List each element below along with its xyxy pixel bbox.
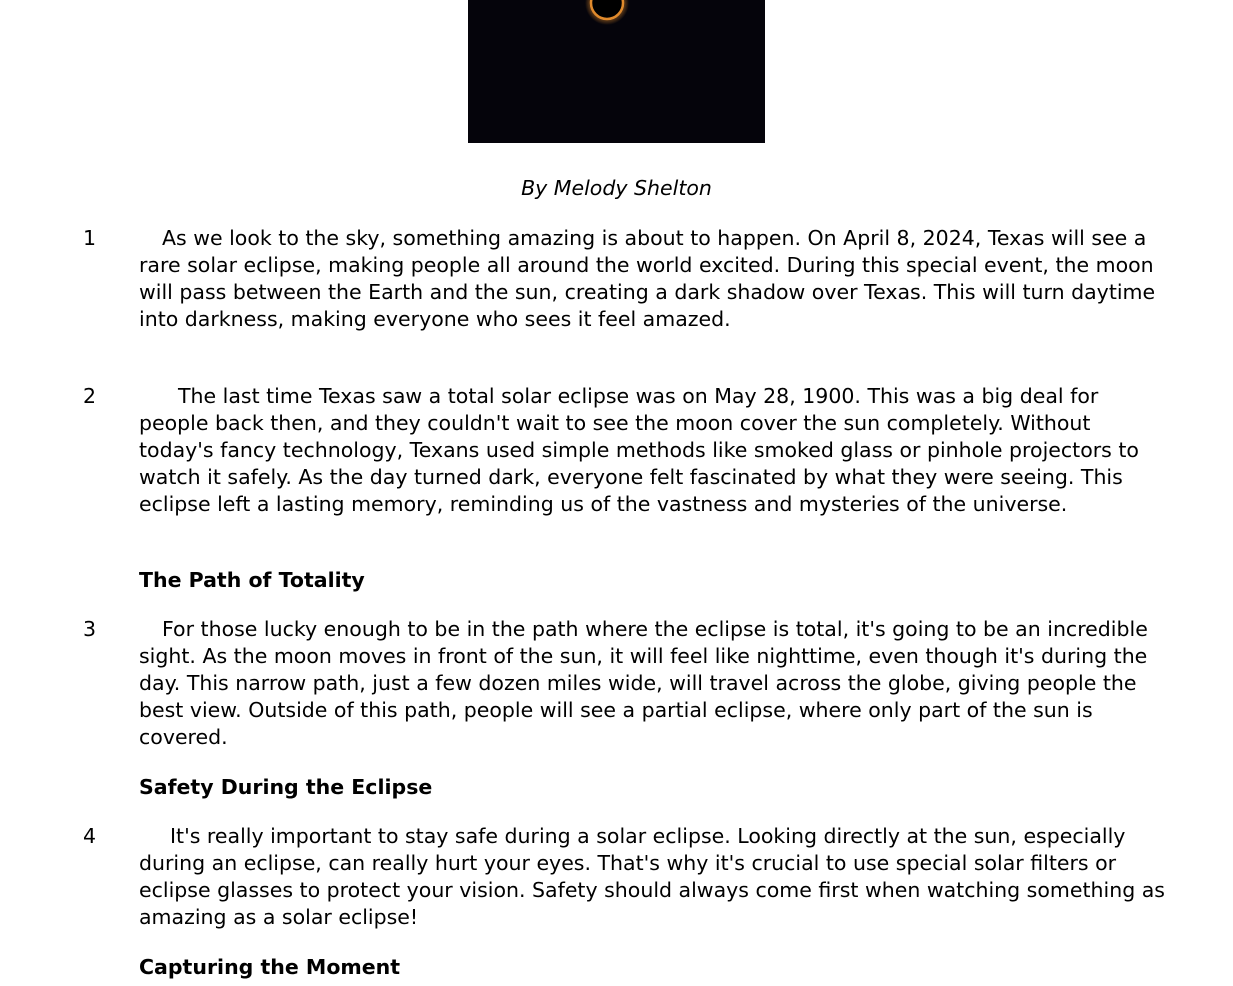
section-heading-safety: Safety During the Eclipse — [139, 775, 433, 799]
byline: By Melody Shelton — [521, 176, 712, 200]
paragraph-text: It's really important to stay safe during a solar eclipse. Looking directly at the sun, especially during an eclipse, can really hurt your eyes. That's why it's crucial to use special solar filters or eclipse glasses to protect your vision. Safety should always come first when watching something as amazing as a solar eclipse! — [139, 824, 1165, 929]
paragraph-3 — [139, 616, 1169, 751]
eclipse-image — [468, 0, 765, 143]
section-heading-capturing: Capturing the Moment — [139, 955, 401, 979]
paragraph-number: 3 — [83, 617, 97, 641]
paragraph-number: 4 — [83, 824, 97, 848]
paragraph-number: 1 — [83, 226, 97, 250]
paragraph-text: As we look to the sky, something amazing is about to happen. On April 8, 2024, Texas will see a rare solar eclipse, making people all around the world excited. During this special event, the moon will pass between the Earth and the sun, creating a dark shadow over Texas. This will turn daytime into darkness, making everyone who sees it feel amazed. — [139, 226, 1156, 331]
paragraph-1 — [139, 225, 1169, 333]
paragraph-text: For those lucky enough to be in the path where the eclipse is total, it's going to be an incredible sight. As the moon moves in front of the sun, it will feel like nighttime, even though it's during the day. This narrow path, just a few dozen miles wide, will travel across the globe, giving people the best view. Outside of this path, people will see a partial eclipse, where only part of the sun is covered. — [139, 617, 1148, 749]
paragraph-4 — [139, 823, 1169, 931]
paragraph-text: The last time Texas saw a total solar eclipse was on May 28, 1900. This was a big deal for people back then, and they couldn't wait to see the moon cover the sun completely. Without today's fancy technology, Texans used simple methods like smoked glass or pinhole projectors to watch it safely. As the day turned dark, everyone felt fascinated by what they were seeing. This eclipse left a lasting memory, reminding us of the vastness and mysteries of the universe. — [139, 384, 1139, 516]
paragraph-2 — [139, 383, 1169, 518]
section-heading-path-of-totality: The Path of Totality — [139, 568, 365, 592]
paragraph-number: 2 — [83, 384, 97, 408]
eclipse-photo — [468, 0, 765, 143]
